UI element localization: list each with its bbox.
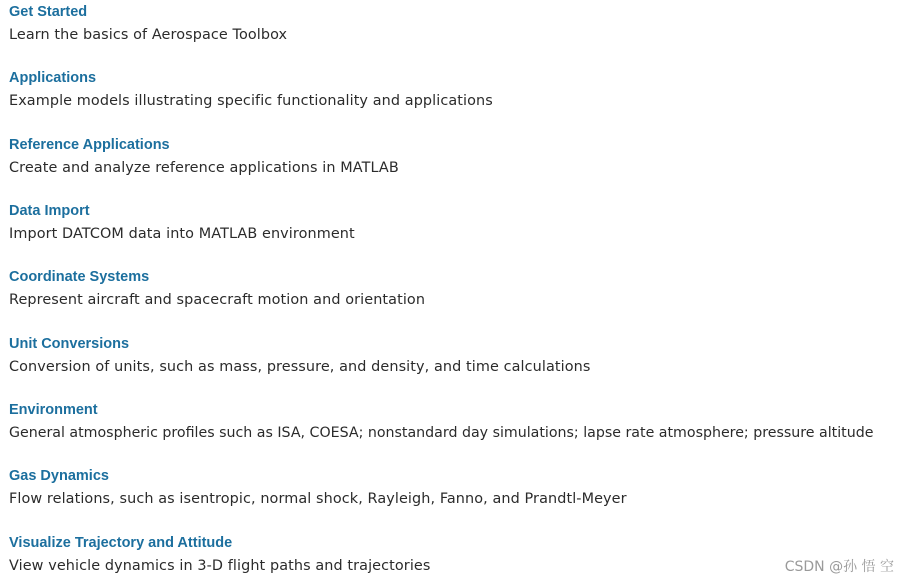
topic-description: Import DATCOM data into MATLAB environment [9,226,355,242]
topic-description: General atmospheric profiles such as ISA, COESA; nonstandard day simulations; lapse rate atmosphere; pressure altitude [9,425,874,441]
topic-title-link[interactable]: Reference Applications [9,137,170,153]
watermark: CSDN @孙 悟 空 [784,559,894,575]
topic-title-link[interactable]: Coordinate Systems [9,269,150,285]
topic-title-link[interactable]: Gas Dynamics [9,468,109,484]
topic-description: Conversion of units, such as mass, pressure, and density, and time calculations [9,359,591,375]
topic-title-link[interactable]: Data Import [9,203,90,219]
topic-title-link[interactable]: Applications [9,70,97,86]
topic-title-link[interactable]: Get Started [9,4,88,20]
topic-description: Flow relations, such as isentropic, normal shock, Rayleigh, Fanno, and Prandtl-Meyer [9,491,627,507]
topic-description: Learn the basics of Aerospace Toolbox [9,27,288,43]
topic-title-link[interactable]: Visualize Trajectory and Attitude [9,535,233,551]
topic-description: Example models illustrating specific functionality and applications [9,93,493,109]
topic-title-link[interactable]: Environment [9,402,98,418]
topic-description: View vehicle dynamics in 3-D flight paths and trajectories [9,558,431,574]
topic-description: Represent aircraft and spacecraft motion and orientation [9,292,426,308]
topic-description: Create and analyze reference applications in MATLAB [9,160,399,176]
topic-title-link[interactable]: Unit Conversions [9,336,130,352]
